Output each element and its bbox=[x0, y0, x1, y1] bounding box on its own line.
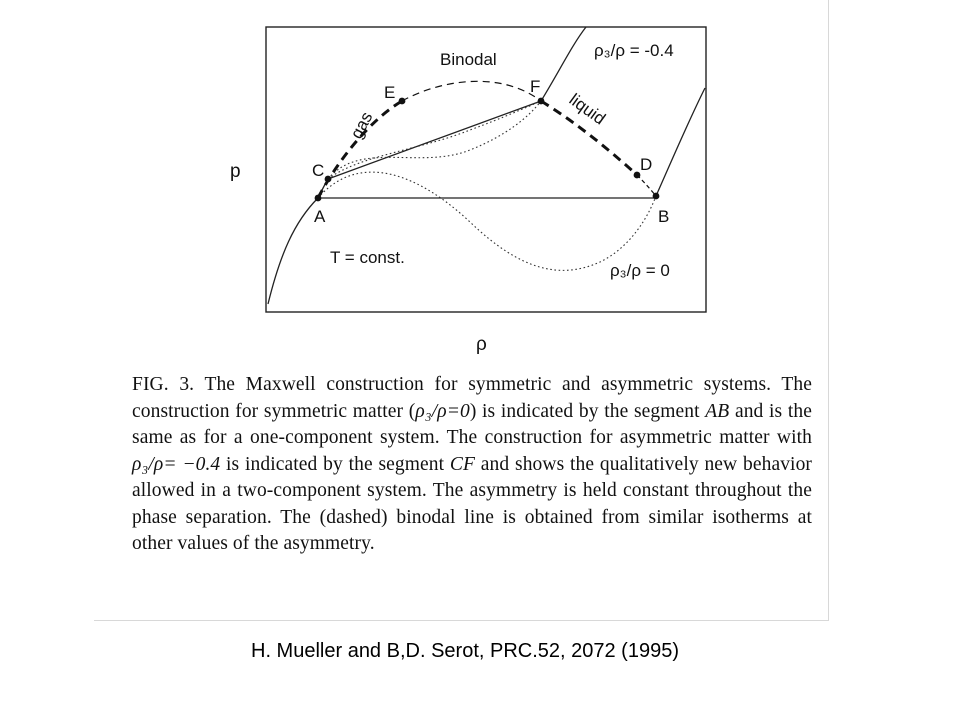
point-d-label: D bbox=[640, 155, 653, 174]
caption-segment-ab: AB bbox=[705, 400, 730, 422]
x-axis-label: ρ bbox=[476, 334, 487, 355]
point-b-marker bbox=[653, 193, 660, 200]
gas-label: gas bbox=[346, 108, 377, 142]
point-f-marker bbox=[538, 98, 545, 105]
asym-isotherm-right-branch bbox=[541, 27, 586, 101]
sym-curve-label: ρ₃/ρ = 0 bbox=[610, 261, 670, 280]
binodal-curve bbox=[318, 81, 656, 198]
figure-caption bbox=[132, 372, 812, 558]
caption-text-part-3: and is the same as for a one-component system. The construction for asymmetric matter with bbox=[132, 400, 812, 448]
binodal-label: Binodal bbox=[440, 50, 497, 69]
point-f-label: F bbox=[530, 77, 541, 96]
caption-figure-number: FIG. 3. bbox=[132, 374, 195, 395]
caption-paragraph bbox=[132, 372, 812, 558]
binodal-liquid-tail bbox=[637, 175, 656, 196]
citation-reference: H. Mueller and B,D. Serot, PRC.52, 2072 (1995) bbox=[251, 640, 679, 662]
binodal-top bbox=[402, 81, 541, 101]
isotherm-label: T = const. bbox=[330, 248, 405, 267]
point-e-marker bbox=[399, 98, 406, 105]
caption-text-part-5: and shows the qualitatively new behavior allowed in a two-component system. The asymmetry is held constant throughout the phase separation. The (dashed) binodal line is obtained from similar isotherms at other values of the asymmetry. bbox=[132, 453, 813, 554]
caption-asymmetric-condition: ρ₃/ρ= −0.4 bbox=[132, 453, 221, 475]
point-c-marker bbox=[325, 176, 332, 183]
point-a-marker bbox=[315, 195, 322, 202]
caption-text-part-1: The Maxwell construction for symmetric and asymmetric systems. The construction for symmetric matter ( bbox=[132, 374, 813, 422]
liquid-label: liquid bbox=[565, 89, 609, 129]
point-e-label: E bbox=[384, 83, 396, 102]
point-c-label: C bbox=[312, 161, 325, 180]
caption-text-part-4: is indicated by the segment bbox=[220, 453, 450, 475]
sym-isotherm-right-branch bbox=[656, 88, 705, 196]
caption-symmetric-condition: ρ₃/ρ=0 bbox=[415, 400, 470, 422]
caption-segment-cf: CF bbox=[449, 453, 476, 475]
caption-text-part-2: ) is indicated by the segment bbox=[469, 400, 706, 422]
point-b-label: B bbox=[658, 207, 670, 226]
point-a-label: A bbox=[314, 207, 326, 226]
y-axis-label: p bbox=[230, 161, 241, 182]
low-density-isotherm-branch bbox=[268, 198, 318, 304]
asym-curve-label: ρ₃/ρ = -0.4 bbox=[594, 41, 674, 60]
